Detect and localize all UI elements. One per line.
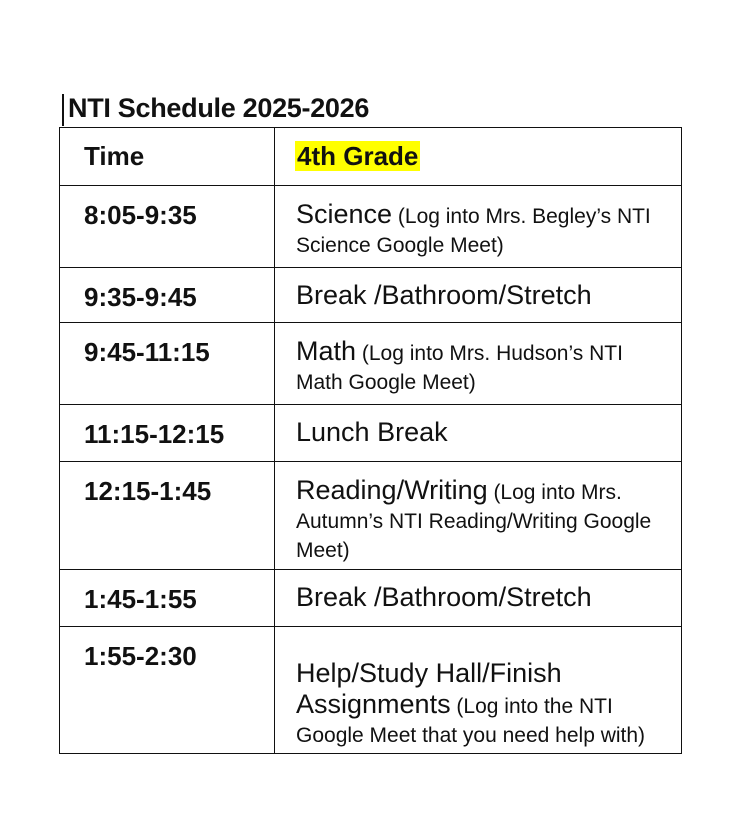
activity-cell [275, 186, 682, 268]
text-cursor [62, 94, 64, 126]
table-row [60, 570, 682, 627]
header-grade-cell [275, 128, 682, 186]
time-value: 1:45-1:55 [84, 584, 197, 614]
table-row [60, 405, 682, 462]
activity-cell [275, 405, 682, 462]
activity-name: Reading/Writing [296, 475, 488, 505]
time-cell [60, 627, 275, 754]
activity-note: (Log into the NTI Google Meet that you need help with) [296, 695, 646, 747]
header-time-label: Time [84, 141, 145, 171]
schedule-table [59, 127, 682, 754]
activity-name: Break /Bathroom/Stretch [296, 582, 592, 612]
activity-cell [275, 570, 682, 627]
table-row [60, 323, 682, 405]
time-cell [60, 323, 275, 405]
time-value: 9:45-11:15 [84, 337, 210, 367]
activity-note: (Log into Mrs. Begley’s NTI Science Google Meet) [296, 205, 651, 257]
activity-name: Lunch Break [296, 417, 448, 447]
time-value: 12:15-1:45 [84, 476, 212, 506]
table-row [60, 627, 682, 754]
activity-cell [275, 323, 682, 405]
time-cell [60, 186, 275, 268]
time-cell [60, 570, 275, 627]
activity-cell [275, 627, 682, 754]
time-value: 8:05-9:35 [84, 200, 197, 230]
time-value: 1:55-2:30 [84, 641, 197, 671]
activity-cell [275, 462, 682, 570]
activity-name: Science [296, 199, 393, 229]
time-value: 9:35-9:45 [84, 282, 197, 312]
table-row [60, 462, 682, 570]
activity-name: Help/Study Hall/Finish Assignments [296, 658, 562, 719]
activity-name: Break /Bathroom/Stretch [296, 280, 592, 310]
table-header-row [60, 128, 682, 186]
header-grade-label: 4th Grade [297, 141, 419, 171]
table-row [60, 268, 682, 323]
page-title: NTI Schedule 2025-2026 [68, 93, 370, 123]
activity-cell [275, 268, 682, 323]
activity-name: Math [296, 336, 357, 366]
time-cell [60, 268, 275, 323]
activity-note: (Log into Mrs. Autumn’s NTI Reading/Writing Google Meet) [296, 481, 652, 562]
header-time-cell [60, 128, 275, 186]
time-cell [60, 405, 275, 462]
time-cell [60, 462, 275, 570]
activity-note: (Log into Mrs. Hudson’s NTI Math Google Meet) [296, 342, 623, 394]
table-row [60, 186, 682, 268]
time-value: 11:15-12:15 [84, 419, 225, 449]
